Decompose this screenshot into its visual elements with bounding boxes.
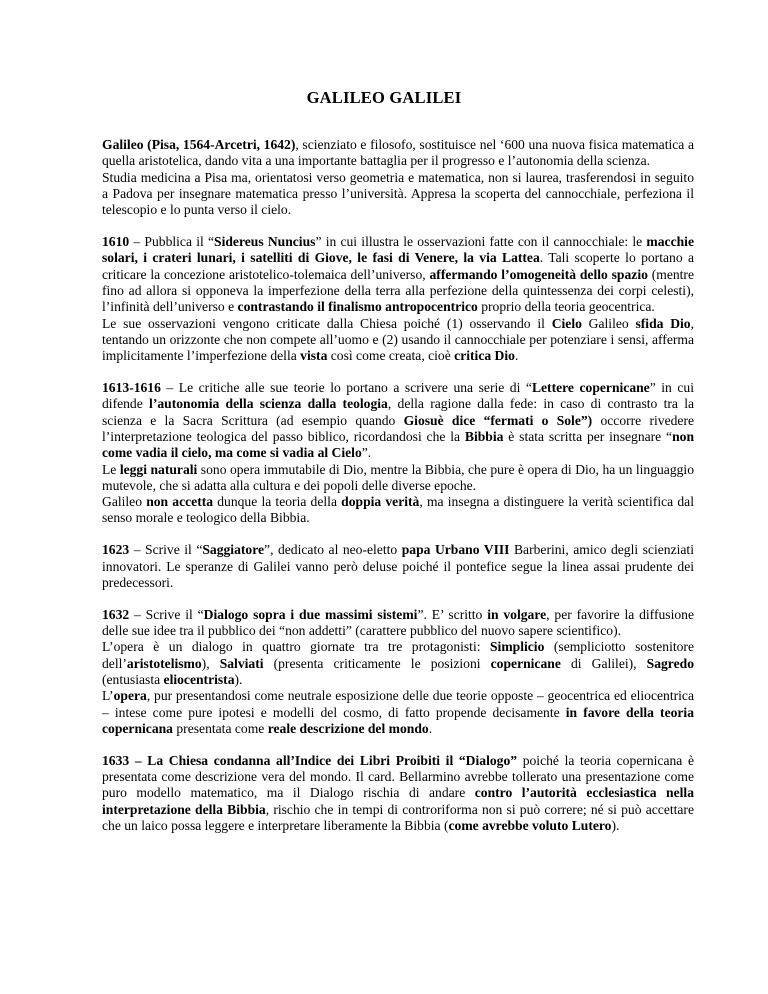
bold-text: Galileo (Pisa, 1564-Arcetri, 1642)	[102, 137, 296, 152]
text-run: proprio della teoria geocentrica.	[477, 299, 655, 315]
text-run: ”.	[361, 445, 372, 461]
text-run: Galileo	[102, 494, 147, 510]
bold-text: papa Urbano VIII	[401, 542, 510, 558]
text-section	[102, 607, 694, 737]
text-run: , per favorire la diffusione delle sue idee tra il pubblico dei “non addetti” (carattere pubblico del nuovo sapere scientifico).	[102, 606, 694, 639]
text-run: , pur presentandosi come neutrale esposizione delle due teorie opposte – geocentrica ed eliocentrica – intese come pure ipotesi e modelli del cosmo, di fatto propende decisamente	[102, 688, 694, 720]
bold-text: Sagredo	[646, 655, 694, 671]
text-run: ),	[201, 655, 220, 671]
bold-text: copernicane	[490, 655, 561, 671]
bold-text: Dialogo sopra i due massimi sistemi	[203, 606, 418, 622]
text-run: L’	[102, 688, 114, 704]
text-run: è stata scritta per insegnare “	[503, 428, 673, 444]
bold-text: affermando l’omogeneità dello spazio	[429, 266, 648, 282]
text-run: – Scrive il “	[129, 542, 203, 558]
text-run: , rischio che in tempi di controriforma non si può correre; né si può accettare che un laico possa leggere e interpretare liberamente la Bibbia (	[102, 801, 694, 833]
text-run: .	[428, 720, 433, 736]
bold-text: Cielo	[551, 315, 582, 331]
bold-text: Lettere copernicane	[531, 380, 650, 396]
text-run: di Galilei),	[560, 655, 647, 671]
paragraph	[102, 688, 694, 737]
text-run: sono opera immutabile di Dio, mentre la Bibbia, che pure è opera di Dio, ha un linguaggio mutevole, che si adatta alla cultura e dei popoli delle diverse epoche.	[102, 461, 694, 493]
text-run: ”. E’ scritto	[417, 606, 488, 622]
bold-text: non accetta	[146, 494, 214, 510]
text-run: Galileo	[581, 315, 636, 331]
paragraph	[102, 462, 694, 495]
text-run: (presenta criticamente le posizioni	[263, 655, 491, 671]
text-run: – Pubblica il “	[129, 234, 215, 250]
text-run: , della ragione dalla fede: in caso di contrasto tra la scienza e la Sacra Scrittura (ad esempio quando	[102, 396, 695, 428]
text-run: . Tali scoperte lo portano a criticare la concezione aristotelico-tolemaica dell’universo,	[102, 250, 694, 282]
bold-text: Sidereus Nuncius	[214, 234, 316, 250]
bold-text: Simplicio	[490, 639, 545, 655]
page-title: GALILEO GALILEI	[306, 88, 462, 107]
bold-text: in favore della teoria copernicana	[102, 704, 695, 736]
text-run: , scienziato e filosofo, sostituisce nel ‘600 una nuova fisica matematica a quella aristotelica, dando vita a una importante battaglia per il progresso e l’autonomia della scienza.	[102, 137, 695, 169]
bold-text: 1610	[102, 234, 130, 250]
text-section	[102, 137, 694, 218]
text-run: – Scrive il “	[129, 606, 204, 622]
paragraph	[102, 542, 694, 591]
bold-text: leggi naturali	[119, 461, 198, 477]
bold-text: contrastando il finalismo antropocentrico	[237, 299, 478, 315]
text-run: , ma insegna a distinguere la verità scientifica dal senso morale e teologico della Bibbia.	[102, 494, 694, 526]
text-run: (mentre fino ad allora si opponeva la imperfezione della terra alla perfezione della quintessenza dei corpi celesti), l’infinità dell’universo e	[102, 266, 694, 315]
document-body	[102, 137, 694, 850]
paragraph	[102, 753, 694, 834]
bold-text: 1633 – La Chiesa condanna all’Indice dei Libri Proibiti il “Dialogo”	[102, 752, 518, 768]
text-section	[102, 542, 694, 591]
bold-text: contro l’autorità ecclesiastica nella interpretazione della Bibbia	[102, 785, 694, 817]
text-run: L’opera è un dialogo in quattro giornate tra tre protagonisti:	[102, 639, 490, 655]
bold-text: eliocentrista	[163, 671, 235, 687]
bold-text: macchie solari, i crateri lunari, i satelliti di Giove, le fasi di Venere, la via Lattea	[102, 234, 694, 266]
text-run: Barberini, amico degli scienziati innovatori. Le speranze di Galilei vanno però deluse poiché il pontefice segue la linea assai prudente dei predecessori.	[102, 542, 694, 590]
text-run: .	[514, 348, 519, 364]
bold-text: Salviati	[219, 655, 264, 671]
text-section	[102, 380, 694, 527]
text-run: ).	[234, 671, 243, 687]
paragraph	[102, 380, 694, 461]
text-run: Le sue osservazioni vengono criticate dalla Chiesa poiché (1) osservando il	[102, 315, 552, 331]
bold-text: doppia verità	[341, 494, 420, 510]
bold-text: opera	[113, 688, 147, 704]
bold-text: critica Dio	[454, 348, 515, 364]
bold-text: Giosuè dice “fermati o Sole”)	[403, 412, 593, 428]
text-run: Studia medicina a Pisa ma, orientatosi verso geometria e matematica, non si laurea, trasferendosi in seguito a Padova per insegnare matematica presso l’università. Appresa la scoperta del cannocchiale, perfeziona il telescopio e lo punta verso il cielo.	[102, 169, 694, 218]
paragraph	[102, 607, 694, 640]
bold-text: 1623	[102, 542, 130, 558]
paragraph	[102, 494, 694, 527]
text-run: ” in cui difende	[102, 380, 694, 412]
text-run: , tentando un orizzonte che non compete all’uomo e (2) usando il cannocchiale per potenziare i sensi, afferma implicitamente l’imperfezione della	[102, 315, 694, 364]
bold-text: Bibbia	[464, 428, 504, 444]
text-section	[102, 234, 694, 364]
text-run: ”, dedicato al neo-eletto	[264, 542, 402, 558]
bold-text: aristotelismo	[126, 655, 202, 671]
paragraph	[102, 170, 694, 219]
text-run: ” in cui illustra le osservazioni fatte con il cannocchiale: le	[315, 234, 647, 250]
text-run: occorre rivedere l’interpretazione teologica del passo biblico, ricordandosi che la	[102, 412, 694, 444]
paragraph	[102, 316, 694, 365]
bold-text: reale descrizione del mondo	[267, 720, 429, 736]
bold-text: 1613-1616	[102, 380, 161, 396]
bold-text: in volgare	[487, 606, 547, 622]
text-section	[102, 753, 694, 834]
bold-text: 1632	[102, 606, 130, 622]
bold-text: come avrebbe voluto Lutero	[448, 817, 612, 833]
text-run: – Le critiche alle sue teorie lo portano a scrivere una serie di “	[160, 380, 532, 396]
paragraph	[102, 137, 694, 170]
paragraph	[102, 234, 694, 315]
text-run: ).	[611, 817, 620, 833]
text-run: poiché la teoria copernicana è presentata come descrizione vera del mondo. Il card. Bellarmino avrebbe tollerato una presentazione come puro modello matematico, ma il Dialogo rischia di andare	[102, 752, 694, 801]
bold-text: l’autonomia della scienza dalla teologia	[149, 396, 388, 412]
bold-text: Saggiatore	[202, 542, 265, 558]
text-run: dunque la teoria della	[213, 494, 342, 510]
text-run: Le	[102, 461, 120, 477]
text-run: (sempliciotto sostenitore dell’	[102, 639, 694, 671]
paragraph	[102, 639, 694, 688]
text-run: (entusiasta	[102, 671, 164, 687]
bold-text: sfida Dio	[635, 315, 691, 331]
text-run: presentata come	[172, 720, 268, 736]
bold-text: non come vadia il cielo, ma come si vadia al Cielo	[102, 428, 695, 461]
text-run: così come creata, cioè	[327, 348, 455, 364]
bold-text: vista	[300, 348, 328, 364]
